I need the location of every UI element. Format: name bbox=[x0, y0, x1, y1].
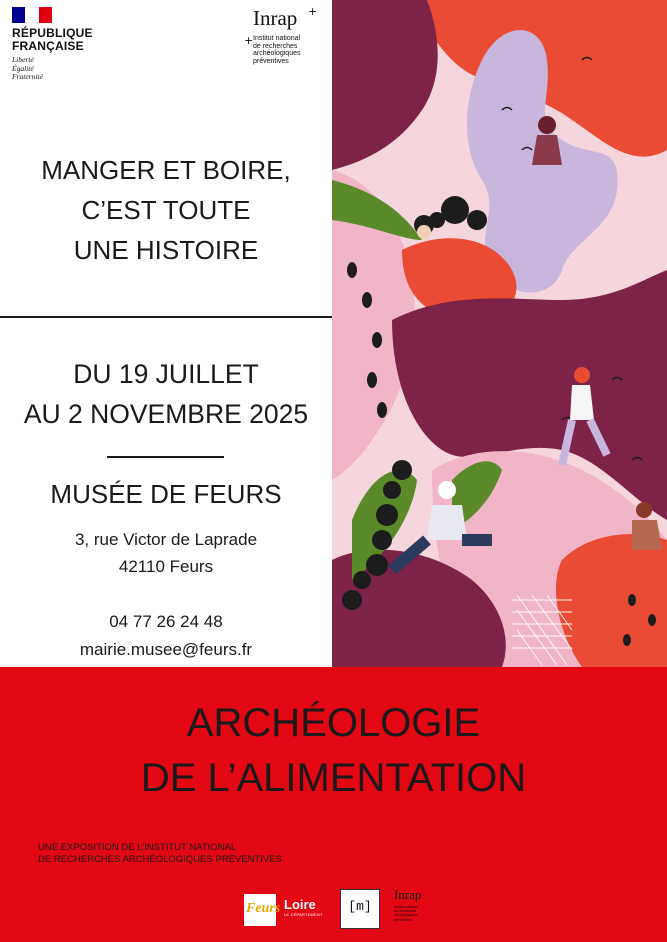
exhibition-dates: DU 19 JUILLET AU 2 NOVEMBRE 2025 bbox=[23, 359, 309, 429]
partner-logos bbox=[244, 888, 444, 932]
french-flag-icon bbox=[12, 7, 52, 23]
phone-number: 04 77 26 24 48 bbox=[109, 612, 223, 631]
feurs-logo: Feurs bbox=[244, 894, 276, 926]
plus-icon: + bbox=[244, 34, 254, 47]
plus-icon: + bbox=[308, 5, 318, 18]
loire-logo: Loire LE DÉPARTEMENT bbox=[284, 897, 323, 917]
poster-tagline: MANGER ET BOIRE, C’EST TOUTE UNE HISTOIRE bbox=[41, 155, 291, 265]
republique-name: RÉPUBLIQUE FRANÇAISE bbox=[12, 26, 93, 53]
inrap-logo bbox=[244, 5, 323, 65]
divider-short bbox=[107, 456, 224, 458]
venue-address: 3, rue Victor de Laprade 42110 Feurs bbox=[74, 530, 258, 576]
exhibition-title: ARCHÉOLOGIE DE L’ALIMENTATION bbox=[140, 701, 527, 800]
email-address[interactable]: mairie.musee@feurs.fr bbox=[79, 640, 253, 659]
exhibition-credit: UNE EXPOSITION DE L’INSTITUT NATIONAL DE RECHERCHES ARCHÉOLOGIQUES PRÉVENTIVES bbox=[38, 842, 282, 865]
musee-logo: [m] bbox=[340, 889, 380, 929]
republique-motto: Liberté Égalité Fraternité bbox=[12, 55, 43, 81]
divider bbox=[0, 316, 332, 318]
food-landscape-illustration bbox=[332, 0, 667, 667]
info-panel bbox=[0, 0, 332, 667]
contact-info bbox=[0, 608, 332, 664]
venue-name: MUSÉE DE FEURS bbox=[50, 479, 282, 509]
inrap-wordmark: Inrap bbox=[253, 6, 298, 30]
republique-francaise-logo bbox=[12, 7, 93, 82]
inrap-partner-logo: Inrap Institut national de recherches archéologiques préventives bbox=[394, 887, 422, 922]
illustration-panel bbox=[332, 0, 667, 667]
inrap-subtitle: Institut national de recherches archéologiques préventives bbox=[253, 35, 301, 65]
